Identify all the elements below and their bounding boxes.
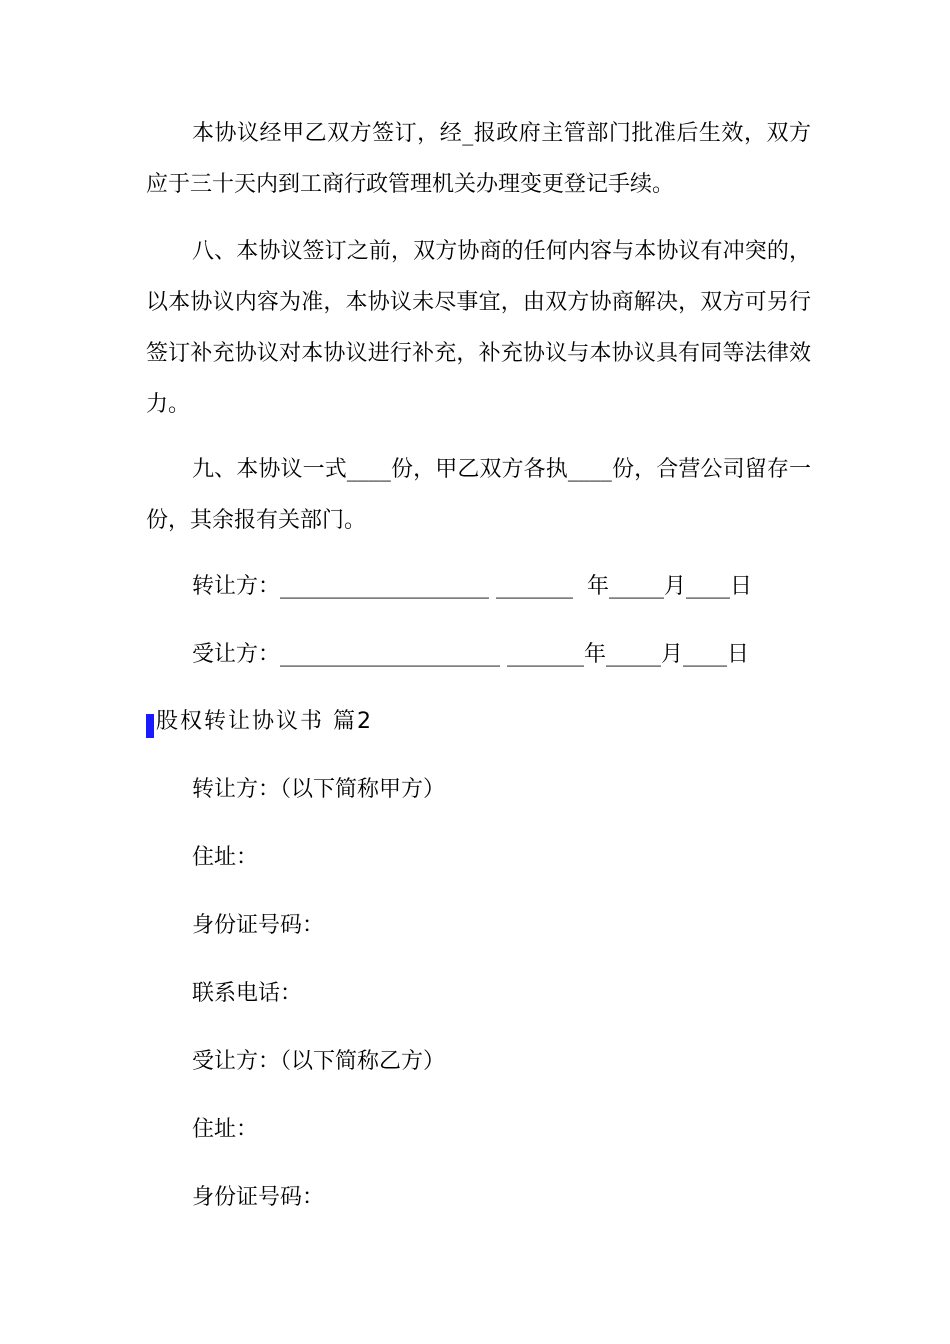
signature-line-transferee: 受让方：____________________ _______年_____月____日 xyxy=(192,642,749,667)
field-transferor: 转让方：（以下简称甲方） xyxy=(192,777,446,802)
heading-marker-icon xyxy=(146,714,154,738)
field-transferor-address: 住址： xyxy=(192,845,259,870)
signature-line-transferor: 转让方：___________________ _______ 年_____月____日 xyxy=(192,574,752,599)
field-transferee: 受让方：（以下简称乙方） xyxy=(192,1049,446,1074)
section-heading-text: 股权转让协议书 篇2 xyxy=(156,709,373,734)
field-transferee-id-number: 身份证号码： xyxy=(192,1185,325,1210)
paragraph-clause-9: 九、本协议一式____份，甲乙双方各执____份，合营公司留存一份，其余报有关部门。 xyxy=(146,457,811,533)
field-transferee-address: 住址： xyxy=(192,1117,259,1142)
section-heading xyxy=(146,706,373,738)
field-transferor-id-number: 身份证号码： xyxy=(192,913,325,938)
field-transferor-phone: 联系电话： xyxy=(192,981,303,1006)
paragraph-effective-clause: 本协议经甲乙双方签订，经_报政府主管部门批准后生效，双方应于三十天内到工商行政管理机关办理变更登记手续。 xyxy=(146,121,811,197)
paragraph-clause-8: 八、本协议签订之前，双方协商的任何内容与本协议有冲突的，以本协议内容为准，本协议未尽事宜，由双方协商解决，双方可另行签订补充协议对本协议进行补充，补充协议与本协议具有同等法律效力。 xyxy=(146,239,811,417)
